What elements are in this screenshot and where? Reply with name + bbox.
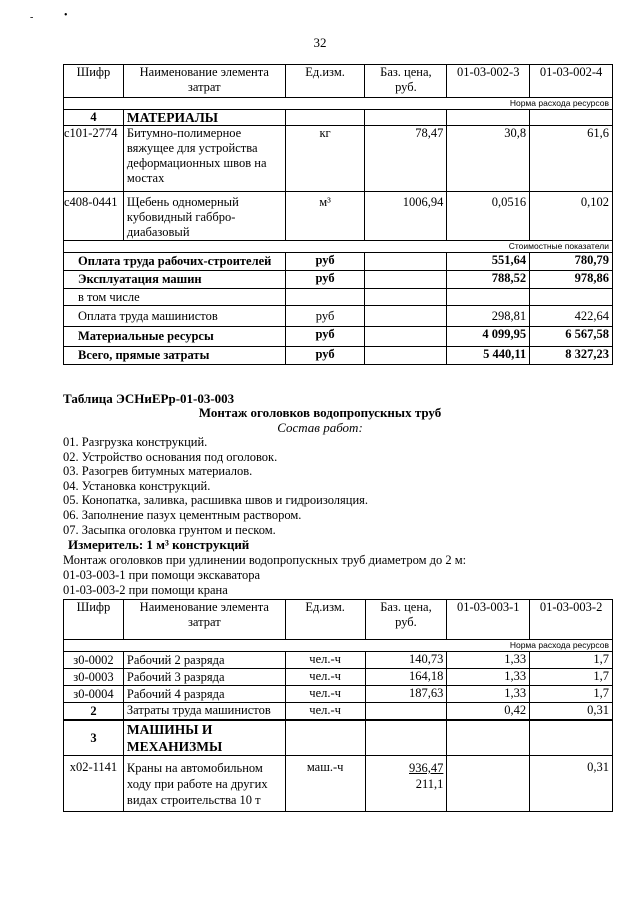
col-header-name: Наименование элемента затрат — [123, 600, 285, 640]
table-row: с101-2774 Битумно-полимерное вяжущее для устройства деформационных швов на мостах кг 78,47 30,8 61,6 — [64, 126, 613, 192]
table-row: с408-0441 Щебень одномерный кубовидный габбро-диабазовый м³ 1006,94 0,0516 0,102 — [64, 192, 613, 241]
work-step: 03. Разогрев битумных материалов. — [63, 464, 253, 479]
cost-row: Материальные ресурсы руб 4 099,95 6 567,58 — [64, 327, 613, 347]
col-header-code: Шифр — [64, 600, 124, 640]
section-row: 3 МАШИНЫ И МЕХАНИЗМЫ — [64, 720, 613, 756]
section-code: 4 — [64, 110, 124, 126]
cost-row: Эксплуатация машин руб 788,52 978,86 — [64, 271, 613, 289]
work-step: 07. Засыпка оголовка грунтом и песком. — [63, 522, 276, 537]
page-number: 32 — [313, 35, 327, 50]
section-name: МАТЕРИАЛЫ — [123, 110, 285, 126]
base-price: 936,47 — [409, 761, 444, 775]
col-header-code: Шифр — [64, 65, 124, 98]
col-header-price: Баз. цена, руб. — [365, 600, 447, 640]
measurement-unit: Измеритель: 1 м³ конструкций — [68, 537, 250, 552]
norm-label: Норма расхода ресурсов — [64, 98, 613, 110]
variant: 01-03-003-1 при помощи экскаватора — [63, 568, 261, 582]
table-row: з0-0002 Рабочий 2 разряда чел.-ч 140,73 1,33 1,7 — [64, 652, 613, 669]
work-step: 02. Устройство основания под оголовок. — [63, 449, 278, 464]
section-row: 2 Затраты труда машинистов чел.-ч 0,42 0,31 — [64, 703, 613, 721]
resource-table-2 — [63, 599, 613, 812]
col-header-unit: Ед.изм. — [285, 600, 365, 640]
table-row: з0-0003 Рабочий 3 разряда чел.-ч 164,18 1,33 1,7 — [64, 669, 613, 686]
scan-mark-dot: • — [64, 10, 68, 21]
col-header-variant-1: 01-03-003-1 — [447, 600, 530, 640]
operator-price: 211,1 — [415, 777, 444, 791]
col-header-unit: Ед.изм. — [285, 65, 365, 98]
norm-label: Норма расхода ресурсов — [64, 640, 613, 652]
work-step: 06. Заполнение пазух цементным раствором. — [63, 508, 302, 522]
work-step: 04. Установка конструкций. — [63, 478, 211, 493]
col-header-name: Наименование элемента затрат — [123, 65, 285, 98]
cost-row: Оплата труда машинистов руб 298,81 422,64 — [64, 306, 613, 327]
cost-row: в том числе — [64, 289, 613, 306]
table-row: х02-1141 Краны на автомобильном ходу при работе на других видах строительства 10 т маш.-ч 936,47 211,1 0,31 — [64, 756, 613, 812]
section-subtitle: Состав работ: — [277, 420, 363, 435]
variant: 01-03-003-2 при помощи крана — [63, 583, 228, 597]
section-title: Монтаж оголовков водопропускных труб — [198, 405, 442, 420]
cost-row: Всего, прямые затраты руб 5 440,11 8 327,23 — [64, 347, 613, 365]
resource-table-1 — [63, 64, 613, 365]
col-header-variant-2: 01-03-002-4 — [530, 65, 613, 98]
table-row: з0-0004 Рабочий 4 разряда чел.-ч 187,63 1,33 1,7 — [64, 686, 613, 703]
col-header-price: Баз. цена, руб. — [365, 65, 447, 98]
description: Монтаж оголовков при удлинении водопропускных труб диаметром до 2 м: — [63, 553, 467, 567]
table-label: Таблица ЭСНиЕРр-01-03-003 — [63, 391, 235, 406]
work-step: 01. Разгрузка конструкций. — [63, 435, 208, 449]
work-step: 05. Конопатка, заливка, расшивка швов и гидроизоляция. — [63, 493, 369, 508]
cost-row: Оплата труда рабочих-строителей руб 551,64 780,79 — [64, 253, 613, 271]
cost-label: Стоимостные показатели — [64, 241, 613, 253]
col-header-variant-2: 01-03-003-2 — [530, 600, 613, 640]
col-header-variant-1: 01-03-002-3 — [447, 65, 530, 98]
scan-mark-dash: - — [30, 12, 34, 23]
